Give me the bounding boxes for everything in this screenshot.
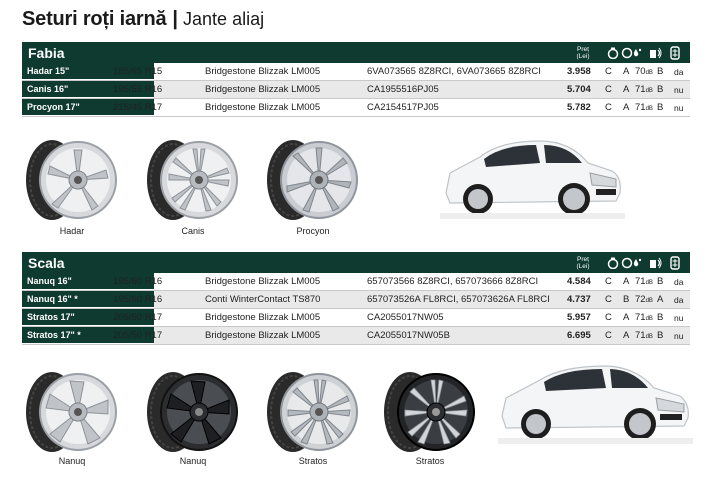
grip-class-cell: A	[623, 66, 630, 77]
model-cell: Stratos 17"	[22, 309, 154, 326]
size-cell: 205/50 R17	[113, 330, 163, 341]
noise-class-cell: B	[657, 84, 664, 95]
price-header	[561, 42, 605, 63]
fabia-section	[22, 42, 690, 117]
wheel-stratos-black	[380, 368, 480, 466]
tire-cell: Bridgestone Blizzak LM005	[205, 102, 321, 113]
wheel-stratos-silver-image	[263, 368, 363, 456]
wheel-nanuq-silver-image	[22, 368, 122, 456]
table-row	[22, 273, 690, 291]
model-cell: Stratos 17" *	[22, 327, 154, 344]
wheel-canis	[143, 136, 243, 236]
code-cell: 6VA073565 8Z8RCI, 6VA073665 8Z8RCI	[367, 66, 541, 77]
wheel-caption: Procyon	[296, 226, 330, 236]
table-row	[22, 327, 690, 345]
noise-class-cell: A	[657, 294, 664, 305]
snow-cell: nu	[674, 102, 684, 113]
title-separator: |	[172, 8, 179, 30]
title-subtitle: Jante aliaj	[183, 9, 265, 29]
noise-unit: dB	[645, 106, 653, 112]
fuel-efficiency-icon	[606, 252, 620, 273]
noise-unit: dB	[645, 70, 653, 76]
noise-value: 72	[635, 294, 646, 305]
scala-title: Scala	[28, 254, 65, 271]
code-cell: CA2055017NW05B	[367, 330, 450, 341]
noise-class-cell: B	[657, 312, 664, 323]
noise-icon	[648, 42, 664, 63]
table-row	[22, 81, 690, 99]
noise-class-cell: B	[657, 276, 664, 287]
noise-class-cell: B	[657, 102, 664, 113]
snow-tire-icon	[668, 42, 682, 63]
noise-value: 70	[635, 66, 646, 77]
table-row	[22, 63, 690, 81]
snow-cell: nu	[674, 84, 684, 95]
noise-value: 71	[635, 330, 646, 341]
model-cell: Procyon 17"	[22, 99, 154, 116]
noise-cell	[635, 312, 653, 323]
noise-value: 71	[635, 276, 646, 287]
noise-unit: dB	[645, 316, 653, 322]
snow-cell: nu	[674, 312, 684, 323]
price-cell: 4.584	[567, 276, 591, 287]
code-cell: CA2055017NW05	[367, 312, 444, 323]
noise-icon	[648, 252, 664, 273]
noise-class-cell: B	[657, 330, 664, 341]
noise-unit: dB	[645, 88, 653, 94]
grip-class-cell: B	[623, 294, 630, 305]
wheel-stratos-silver	[263, 368, 363, 466]
scala-section	[22, 252, 690, 345]
fuel-class-cell: C	[605, 276, 612, 287]
fuel-class-cell: C	[605, 102, 612, 113]
model-cell: Nanuq 16"	[22, 273, 154, 290]
noise-value: 71	[635, 102, 646, 113]
snow-cell: da	[674, 294, 684, 305]
code-cell: 657073526A FL8RCI, 657073626A FL8RCI	[367, 294, 550, 305]
wheel-caption: Stratos	[298, 456, 328, 466]
model-cell: Hadar 15"	[22, 63, 154, 80]
fuel-class-cell: C	[605, 66, 612, 77]
tire-cell: Bridgestone Blizzak LM005	[205, 312, 321, 323]
fuel-efficiency-icon	[606, 42, 620, 63]
grip-class-cell: A	[623, 102, 630, 113]
size-cell: 185/65 R15	[113, 66, 163, 77]
snow-cell: nu	[674, 330, 684, 341]
size-cell: 195/55 R16	[113, 84, 163, 95]
tire-cell: Bridgestone Blizzak LM005	[205, 330, 321, 341]
tire-cell: Bridgestone Blizzak LM005	[205, 66, 321, 77]
wheel-stratos-black-image	[380, 368, 480, 456]
snow-cell: da	[674, 276, 684, 287]
fuel-class-cell: C	[605, 330, 612, 341]
page-title	[22, 8, 264, 36]
size-cell: 195/60 R16	[113, 294, 163, 305]
size-cell: 215/45 R17	[113, 102, 163, 113]
table-row	[22, 291, 690, 309]
wheel-procyon-image	[263, 136, 363, 224]
wheel-caption: Stratos	[415, 456, 445, 466]
wheel-caption: Canis	[181, 226, 205, 236]
fuel-class-cell: C	[605, 312, 612, 323]
fuel-class-cell: C	[605, 84, 612, 95]
wheel-caption: Nanuq	[179, 456, 207, 466]
code-cell: 657073566 8Z8RCI, 657073666 8Z8RCI	[367, 276, 539, 287]
noise-cell	[635, 330, 653, 341]
fabia-car-image	[440, 133, 625, 223]
fuel-class-cell: C	[605, 294, 612, 305]
grip-class-cell: A	[623, 330, 630, 341]
price-cell: 4.737	[567, 294, 591, 305]
price-header-line1: Preț	[577, 45, 589, 53]
wheel-hadar	[22, 136, 122, 236]
grip-class-cell: A	[623, 84, 630, 95]
wheel-nanuq-black	[143, 368, 243, 466]
price-header-line2: (Lei)	[576, 52, 590, 60]
grip-class-cell: A	[623, 312, 630, 323]
scala-car-image	[498, 358, 693, 448]
price-cell: 5.957	[567, 312, 591, 323]
noise-unit: dB	[645, 280, 653, 286]
tire-cell: Bridgestone Blizzak LM005	[205, 276, 321, 287]
wheel-hadar-image	[22, 136, 122, 224]
price-cell: 5.704	[567, 84, 591, 95]
snow-cell: da	[674, 66, 684, 77]
title-main: Seturi roți iarnă	[22, 8, 167, 30]
noise-cell	[635, 294, 653, 305]
wheel-canis-image	[143, 136, 243, 224]
noise-class-cell: B	[657, 66, 664, 77]
noise-cell	[635, 84, 653, 95]
model-cell: Canis 16"	[22, 81, 154, 98]
noise-cell	[635, 276, 653, 287]
wheel-nanuq-black-image	[143, 368, 243, 456]
price-header	[561, 252, 605, 273]
snow-tire-icon	[668, 252, 682, 273]
noise-unit: dB	[645, 334, 653, 340]
table-row	[22, 99, 690, 117]
price-cell: 3.958	[567, 66, 591, 77]
code-cell: CA1955516PJ05	[367, 84, 439, 95]
model-cell: Nanuq 16" *	[22, 291, 154, 308]
tire-cell: Conti WinterContact TS870	[205, 294, 321, 305]
wheel-procyon	[263, 136, 363, 236]
noise-cell	[635, 102, 653, 113]
price-cell: 5.782	[567, 102, 591, 113]
price-header-line1: Preț	[577, 255, 589, 263]
fabia-title: Fabia	[28, 44, 65, 61]
wheel-nanuq-silver	[22, 368, 122, 466]
price-cell: 6.695	[567, 330, 591, 341]
fabia-header	[22, 42, 690, 63]
scala-header	[22, 252, 690, 273]
price-header-line2: (Lei)	[576, 262, 590, 270]
size-cell: 205/50 R17	[113, 312, 163, 323]
size-cell: 195/60 R16	[113, 276, 163, 287]
table-row	[22, 309, 690, 327]
code-cell: CA2154517PJ05	[367, 102, 439, 113]
wet-grip-icon	[620, 252, 644, 273]
noise-value: 71	[635, 84, 646, 95]
wet-grip-icon	[620, 42, 644, 63]
wheel-caption: Nanuq	[58, 456, 86, 466]
noise-cell	[635, 66, 653, 77]
noise-unit: dB	[645, 298, 653, 304]
noise-value: 71	[635, 312, 646, 323]
grip-class-cell: A	[623, 276, 630, 287]
wheel-caption: Hadar	[59, 226, 85, 236]
tire-cell: Bridgestone Blizzak LM005	[205, 84, 321, 95]
